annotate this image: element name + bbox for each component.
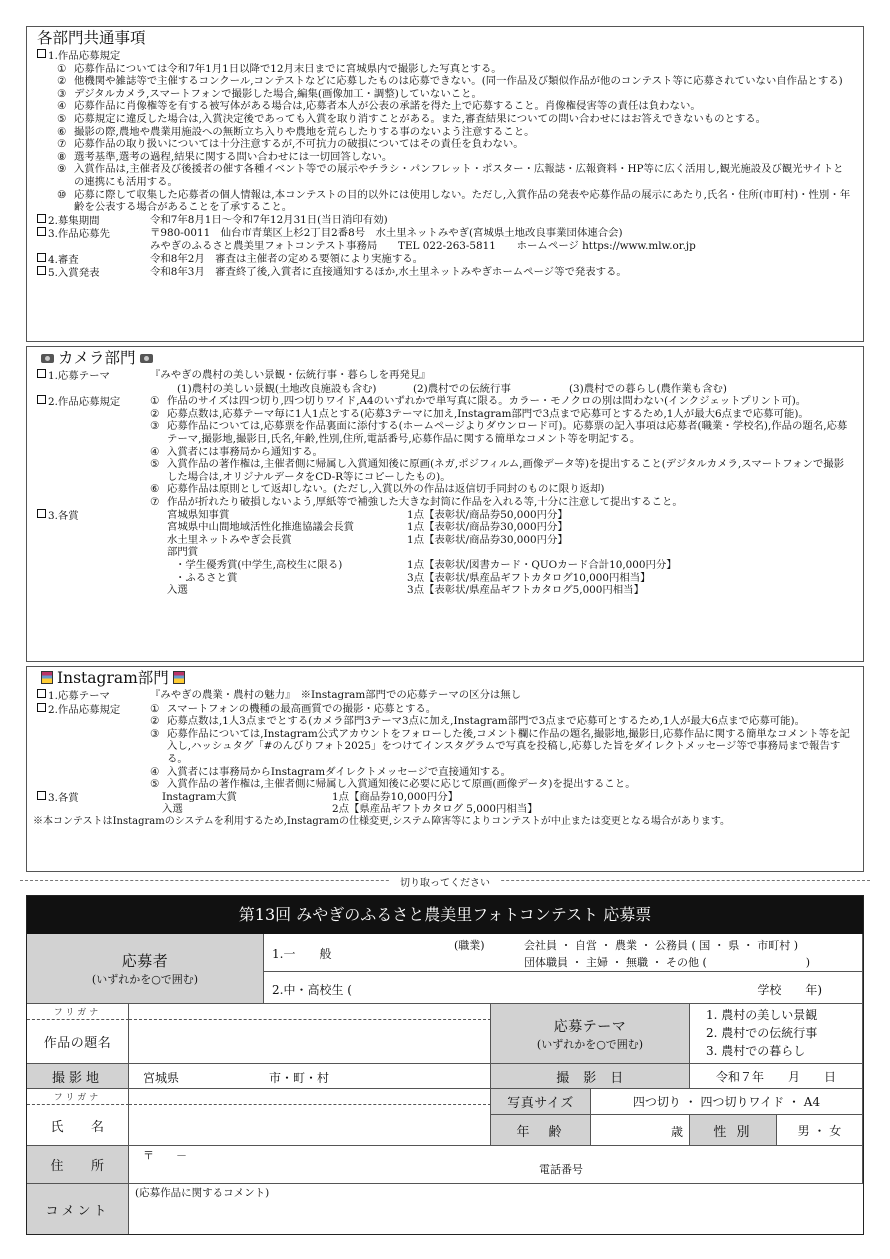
camera-prize-row: [150, 509, 853, 522]
common-rule-item-text: 応募に際して収集した応募者の個人情報は,本コンテストの目的以外には使用しない。ただし,入賞作品の発表や応募作品の展示にあたり,氏名・住所(市町村)・性別・年齢を公表する場合があることを了承すること。: [74, 188, 851, 214]
camera-rule-item: [150, 496, 853, 509]
camera-prize-detail: 1点【表彰状/商品券30,000円分】: [407, 533, 568, 546]
school-label: 学校 年): [757, 983, 822, 997]
checkbox-icon: [37, 791, 46, 800]
checkbox-icon: [37, 509, 46, 518]
common-rule-item-text: 応募規定に違反した場合は,入賞決定後であっても入賞を取り消すことがある。また,審査結果についての問い合わせにはお答えできないものとする。: [74, 112, 767, 125]
common-s4-value: 令和8年2月 審査は主催者の定める要領により実施する。: [150, 252, 423, 265]
common-rule-item-number: ④: [57, 100, 67, 113]
camera-rules-list: [150, 395, 853, 508]
option-general-label: 1.一 般: [272, 947, 332, 961]
camera-s1-label: 1.応募テーマ: [48, 370, 110, 382]
date-input[interactable]: 令和７年 月 日: [690, 1064, 863, 1089]
camera-section: [26, 346, 864, 662]
common-rule-item-text: 撮影の際,農地や農業用施設への無断立ち入りや農地を荒らしたりする事のないよう注意すること。: [74, 125, 535, 138]
instagram-s1-theme: 『みやぎの農業・農村の魅力』 ※Instagram部門での応募テーマの区分は無し: [150, 689, 522, 701]
name-label: 氏 名: [27, 1105, 129, 1146]
theme-label: 応募テーマ: [553, 1018, 627, 1035]
entry-form: [26, 895, 864, 1235]
common-s3-line2: みやぎのふるさと農美里フォトコンテスト事務局 TEL 022-263-5811 ホームページ https://www.mlw.or.jp: [150, 239, 696, 252]
camera-rule-item: [150, 483, 853, 496]
occupation-label: (職業): [454, 939, 485, 952]
common-rule-item: [37, 163, 853, 188]
common-rule-item: [37, 113, 853, 126]
checkbox-icon: [37, 266, 46, 275]
camera-prize-detail: 1点【表彰状/商品券50,000円分】: [407, 508, 568, 521]
instagram-prize-row: [150, 803, 853, 816]
instagram-rule-item-number: ③: [150, 727, 160, 740]
checkbox-icon: [37, 689, 46, 698]
camera-rule-item-number: ⑦: [150, 495, 160, 508]
common-s5-label: 5.入賞発表: [48, 267, 100, 280]
camera-rule-item-number: ⑤: [150, 458, 160, 471]
camera-rule-item: [150, 420, 853, 445]
common-rule-item-text: 入賞作品は,主催者及び後援者の催す各種イベント等での展示やチラシ・パンフレット・ポスター・広報誌・広報資料・HP等に広く活用し,観光施設及び観光サイトとの連携にも活用する。: [74, 163, 844, 188]
common-s3-line1: 〒980-0011 仙台市青葉区上杉2丁目2番8号 水土里ネットみやぎ(宮城県土地改良事業団体連合会): [150, 227, 623, 240]
common-title: 各部門共通事項: [37, 29, 146, 47]
checkbox-icon: [37, 703, 46, 712]
camera-prize-row: [150, 546, 853, 559]
camera-rule-item-number: ②: [150, 407, 160, 420]
age-unit: 歳: [670, 1125, 683, 1139]
camera-rule-item-number: ⑥: [150, 483, 160, 496]
common-s1-label: 1.作品応募規定: [48, 50, 121, 62]
camera-rule-item: [150, 458, 853, 483]
common-rule-item-number: ⑤: [57, 112, 67, 125]
theme-option-2[interactable]: 2. 農村での伝統行事: [706, 1026, 818, 1040]
phone-label: 電話番号: [539, 1163, 583, 1176]
name-input[interactable]: [129, 1105, 491, 1146]
instagram-rule-item-text: スマートフォンの機種の最高画質での撮影・応募とする。: [167, 702, 437, 715]
instagram-prize-row: [150, 791, 853, 804]
common-rule-item-text: 応募作品については令和7年1月1日以降で12月末日までに宮城県内で撮影した写真とする。: [74, 62, 502, 75]
instagram-rule-item-number: ①: [150, 702, 160, 715]
age-input[interactable]: [591, 1115, 690, 1146]
instagram-rule-item: [150, 728, 853, 766]
instagram-rule-item-text: 入賞作品の著作権は,主催者側に帰属し入賞通知後に必要に応じて原画(画像データ)を提出すること。: [167, 778, 636, 791]
camera-s2-label: 2.作品応募規定: [48, 396, 121, 409]
sex-label: 性 別: [690, 1115, 777, 1146]
checkbox-icon: [37, 49, 46, 58]
common-rule-item-text: 応募作品の取り扱いについては十分注意するが,不可抗力の破損についてはその責任を負わない。: [74, 138, 524, 151]
instagram-prize-name: 入選: [162, 803, 183, 816]
comment-label: コメント: [27, 1184, 129, 1234]
camera-prize-name: 水土里ネットみやぎ会長賞: [167, 533, 292, 546]
common-rules-list: [37, 63, 853, 214]
instagram-rule-item: [150, 703, 853, 716]
applicant-note: (いずれかを○で囲む): [91, 973, 199, 986]
camera-theme-3: (3)農村での暮らし(農作業も含む): [569, 382, 727, 395]
camera-prize-row: [150, 534, 853, 547]
theme-note: (いずれかを○で囲む): [536, 1037, 644, 1051]
camera-icon: [140, 354, 153, 363]
camera-rule-item: [150, 446, 853, 459]
camera-prize-row: [150, 521, 853, 534]
address-label: 住 所: [27, 1146, 129, 1184]
instagram-prize-detail: 1点【商品券10,000円分】: [332, 790, 459, 803]
camera-theme-2: (2)農村での伝統行事: [413, 382, 511, 395]
date-label: 撮 影 日: [491, 1064, 690, 1089]
common-rule-item: [37, 189, 853, 214]
instagram-rule-item: [150, 715, 853, 728]
camera-prize-row: [150, 572, 853, 585]
camera-prize-name: 部門賞: [167, 546, 199, 559]
camera-prize-name: ・学生優秀賞(中学生,高校生に限る): [175, 558, 343, 571]
instagram-prize-name: Instagram大賞: [162, 790, 237, 803]
instagram-rule-item-number: ②: [150, 715, 160, 728]
location-label: 撮影地: [27, 1064, 129, 1089]
checkbox-icon: [37, 227, 46, 236]
common-rule-item-text: 応募作品に肖像権等を有する被写体がある場合は,応募者本人が公表の承諾を得た上で応募すること。肖像権侵害等の責任は負わない。: [74, 100, 701, 113]
applicant-option-student[interactable]: [264, 972, 863, 1004]
instagram-s3-label: 3.各賞: [48, 791, 79, 804]
option-student-label: 2.中・高校生 (: [272, 983, 352, 997]
common-rule-item-number: ⑧: [57, 150, 67, 163]
instagram-prize-detail: 2点【県産品ギフトカタログ 5,000円相当】: [332, 803, 538, 816]
common-rule-item-text: デジタルカメラ,スマートフォンで撮影した場合,編集(画像加工・調整)していないこと。: [74, 87, 482, 100]
instagram-s2-label: 2.作品応募規定: [48, 703, 121, 716]
theme-options[interactable]: [690, 1004, 863, 1064]
camera-prize-detail: 1点【表彰状/商品券30,000円分】: [407, 521, 568, 534]
size-label: 写真サイズ: [491, 1089, 591, 1115]
camera-prize-detail: [407, 546, 853, 559]
comment-note: (応募作品に関するコメント): [135, 1187, 270, 1199]
camera-rule-item-text: 作品が折れたり破損しないよう,厚紙等で補強した大きな封筒に作品を入れる等,十分に注意して提出すること。: [167, 495, 683, 508]
instagram-rule-item: [150, 778, 853, 791]
instagram-rule-item-text: 応募点数は,1人3点までとする(カメラ部門3テーマ3点に加え,Instagram部門で3点まで応募可とするため,1人が最大6点まで応募可能)。: [167, 715, 805, 728]
occupation-line1: 会社員 ・ 自営 ・ 農業 ・ 公務員 ( 国 ・ 県 ・ 市町村 ): [524, 939, 799, 952]
camera-prize-detail: 3点【表彰状/県産品ギフトカタログ5,000円相当】: [407, 584, 644, 597]
applicant-option-general[interactable]: [264, 934, 863, 972]
common-rule-item-number: ③: [57, 87, 67, 100]
postal-label: 〒 －: [143, 1149, 187, 1162]
common-rule-item-number: ②: [57, 75, 67, 88]
camera-title: カメラ部門: [58, 349, 136, 367]
camera-rule-item-text: 応募作品については,応募票を作品裏面に添付する(ホームページよりダウンロード可)。応募票の記入事項は応募者(職業・学校名),作品の題名,応募テーマ,撮影地,撮影日,氏名,年齢,性別,住所,電話番号,応募作品に関する簡単なコメント等を明記する。: [167, 420, 848, 445]
common-rule-item-text: 選考基準,選考の過程,結果に関する問い合わせには一切回答しない。: [74, 150, 393, 163]
camera-icon: [41, 354, 54, 363]
applicant-cell: [27, 934, 264, 1004]
camera-s3-label: 3.各賞: [48, 509, 79, 522]
comment-input[interactable]: [129, 1184, 863, 1234]
furigana-label-title: フリガナ: [27, 1004, 129, 1020]
instagram-rules-list: [150, 703, 853, 791]
age-label: 年 齢: [491, 1115, 591, 1146]
camera-rule-item-text: 応募作品は原則として返却しない。(ただし,入賞以外の作品は返信切手同封のものに限り返却): [167, 483, 605, 496]
instagram-rule-item-text: 入賞者には事務局からInstagramダイレクトメッセージで直接通知する。: [167, 765, 511, 778]
camera-prize-name: 宮城県中山間地域活性化推進協議会長賞: [167, 521, 355, 534]
applicant-label: 応募者: [121, 952, 169, 970]
instagram-title: Instagram部門: [57, 669, 169, 687]
common-rule-item: [37, 138, 853, 151]
camera-rule-item: [150, 408, 853, 421]
occupation-line2: 団体職員 ・ 主婦 ・ 無職 ・ その他 ( ): [524, 956, 811, 969]
common-rule-item-number: ⑨: [57, 163, 67, 176]
camera-prize-row: [150, 559, 853, 572]
camera-rule-item-text: 作品のサイズは四つ切り,四つ切りワイド,A4のいずれかで単写真に限る。カラー・モノクロの別は問わない(インクジェットプリント可)。: [167, 395, 807, 408]
common-s2-label: 2.募集期間: [48, 214, 100, 227]
camera-prize-name: 宮城県知事賞: [167, 508, 230, 521]
work-title-input[interactable]: [129, 1020, 491, 1064]
checkbox-icon: [37, 253, 46, 262]
size-options[interactable]: 四つ切り ・ 四つ切りワイド ・ A4: [591, 1089, 863, 1115]
title-furigana-input[interactable]: [129, 1004, 491, 1020]
common-rule-item-number: ①: [57, 62, 67, 75]
name-furigana-input[interactable]: [129, 1089, 491, 1105]
camera-rule-item-text: 入賞者には事務局から通知する。: [167, 445, 323, 458]
instagram-icon: [173, 671, 185, 684]
location-pref: 宮城県: [143, 1071, 180, 1085]
checkbox-icon: [37, 214, 46, 223]
common-rule-item: [37, 151, 853, 164]
camera-prize-row: [150, 584, 853, 597]
camera-rule-item-number: ①: [150, 395, 160, 408]
camera-rule-item-number: ④: [150, 445, 160, 458]
camera-rule-item-number: ③: [150, 420, 160, 433]
common-rule-item: [37, 63, 853, 76]
work-title-label: 作品の題名: [27, 1020, 129, 1064]
camera-prize-detail: 3点【表彰状/県産品ギフトカタログ10,000円相当】: [407, 571, 651, 584]
common-rule-item-text: 他機関や雑誌等で主催するコンクール,コンテストなどに応募したものは応募できない。(同一作品及び類似作品が他のコンテスト等に応募されていない自作品とする): [74, 75, 843, 88]
theme-option-3[interactable]: 3. 農村での暮らし: [706, 1044, 806, 1058]
instagram-icon: [41, 671, 53, 684]
common-s3-label: 3.作品応募先: [48, 228, 110, 241]
instagram-rule-item-number: ⑤: [150, 778, 160, 791]
checkbox-icon: [37, 395, 46, 404]
instagram-rule-item: [150, 766, 853, 779]
camera-rule-item: [150, 395, 853, 408]
location-input[interactable]: [129, 1064, 491, 1089]
checkbox-icon: [37, 369, 46, 378]
instagram-rule-item-text: 応募作品については,Instagram公式アカウントをフォローした後,コメント欄に作品の題名,撮影地,撮影日,応募作品に関する簡単なコメント等を記入し,ハッシュタグ「#のんびりフォト2025」をつけてインスタグラムで写真を投稿し,応募した旨をダイレクトメッセージ等で事務局まで報告する。: [167, 727, 850, 765]
common-rule-item-number: ⑥: [57, 125, 67, 138]
camera-s1-theme: 『みやぎの農村の美しい景観・伝統行事・暮らしを再発見』: [150, 369, 431, 381]
common-rule-item: [37, 126, 853, 139]
camera-rule-item-text: 入賞作品の著作権は,主催者側に帰属し入賞通知後に原画(ネガ,ポジフィルム,画像データ等)を提出すること(デジタルカメラ,スマートフォンで撮影した場合は,オリジナルデータをCD-R等にコピーしたもの)。: [167, 458, 845, 483]
common-s2-value: 令和7年8月1日～令和7年12月31日(当日消印有効): [150, 213, 388, 226]
instagram-note: ※本コンテストはInstagramのシステムを利用するため,Instagramの仕様変更,システム障害等によりコンテストが中止または変更となる場合があります。: [33, 815, 731, 827]
common-section: [26, 26, 864, 342]
camera-prize-list: [150, 509, 853, 597]
common-rule-item: [37, 88, 853, 101]
sex-options[interactable]: 男 ・ 女: [777, 1115, 863, 1146]
theme-cell: [491, 1004, 690, 1064]
instagram-section: [26, 666, 864, 872]
common-rule-item-number: ⑦: [57, 138, 67, 151]
address-input[interactable]: [129, 1146, 863, 1184]
common-s5-value: 令和8年3月 審査終了後,入賞者に直接通知するほか,水土里ネットみやぎホームページ等で発表する。: [150, 266, 627, 279]
form-title: 第13回 みやぎのふるさと農美里フォトコンテスト 応募票: [27, 896, 863, 934]
camera-rule-item-text: 応募点数は,応募テーマ毎に1人1点とする(応募3テーマに加え,Instagram部門で3点まで応募可とするため,1人が最大6点まで応募可能)。: [167, 407, 809, 420]
cut-label: 切り取ってください: [390, 878, 500, 889]
common-rule-item: [37, 75, 853, 88]
theme-option-1[interactable]: 1. 農村の美しい景観: [706, 1008, 818, 1022]
camera-prize-detail: 1点【表彰状/図書カード・QUOカード合計10,000円分】: [407, 558, 677, 571]
camera-theme-1: (1)農村の美しい景観(土地改良施設も含む): [177, 382, 377, 395]
camera-prize-name: 入選: [167, 584, 188, 597]
common-s4-label: 4.審査: [48, 253, 79, 266]
furigana-label-name: フリガナ: [27, 1089, 129, 1105]
instagram-s1-label: 1.応募テーマ: [48, 690, 110, 702]
common-rule-item: [37, 100, 853, 113]
location-city: 市・町・村: [269, 1071, 330, 1085]
instagram-rule-item-number: ④: [150, 765, 160, 778]
camera-prize-name: ・ふるさと賞: [175, 571, 238, 584]
instagram-prize-list: [150, 791, 853, 816]
common-rule-item-number: ⑩: [57, 188, 67, 201]
